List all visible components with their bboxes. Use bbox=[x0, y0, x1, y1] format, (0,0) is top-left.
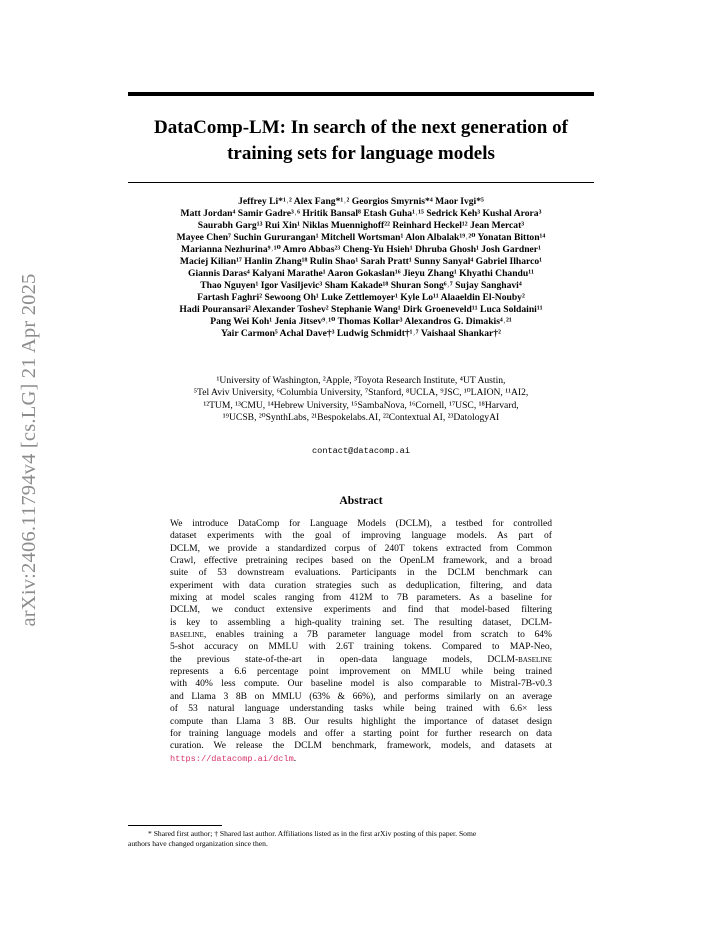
affiliation-line: ¹University of Washington, ²Apple, ³Toyota Research Institute, ⁴UT Austin, bbox=[216, 375, 506, 386]
author-line: Hadi Pouransari² Alexander Toshev² Stephanie Wang¹ Dirk Groeneveld¹¹ Luca Soldaini¹¹ bbox=[179, 304, 543, 315]
abstract-line: of 53 natural language understanding tasks while being trained with 6.6× less bbox=[170, 703, 552, 715]
abstract-line bbox=[170, 753, 552, 765]
abstract-line: experiment with data curation strategies such as deduplication, filtering, and data bbox=[170, 579, 552, 591]
abstract-line bbox=[170, 629, 552, 641]
dclm-baseline-smallcaps: baseline bbox=[170, 629, 204, 641]
author-line: Pang Wei Koh¹ Jenia Jitsev⁹˒¹⁰ Thomas Kollar³ Alexandros G. Dimakis⁴˒²¹ bbox=[210, 316, 512, 327]
affiliation-line: ¹⁹UCSB, ²⁰SynthLabs, ²¹Bespokelabs.AI, ²²Contextual AI, ²³DatologyAI bbox=[222, 412, 500, 424]
abstract-line: compute than Llama 3 8B. Our results highlight the importance of dataset design bbox=[170, 715, 552, 727]
affiliation-line: ¹²TUM, ¹³CMU, ¹⁴Hebrew University, ¹⁵SambaNova, ¹⁶Cornell, ¹⁷USC, ¹⁸Harvard, bbox=[203, 399, 519, 411]
abstract-line: dataset experiments with the goal of improving language models. As part of bbox=[170, 530, 552, 542]
abstract-text: . bbox=[293, 752, 297, 764]
abstract-line: Crawl, effective pretraining recipes based on the OpenLM framework, and a broad bbox=[170, 555, 552, 567]
title-line: training sets for language models bbox=[227, 143, 495, 164]
footnote-line: authors have changed organization since then. bbox=[128, 838, 268, 848]
contact-email[interactable]: contact@datacomp.ai bbox=[312, 446, 410, 456]
title-line: DataComp-LM: In search of the next generation of bbox=[154, 117, 568, 138]
abstract-line: curation. We release the DCLM benchmark, framework, models, and datasets at bbox=[170, 740, 552, 752]
author-line: Yair Carmon⁵ Achal Dave†³ Ludwig Schmidt†¹˒⁷ Vaishaal Shankar†² bbox=[221, 328, 501, 339]
abstract-heading: Abstract bbox=[339, 494, 383, 507]
abstract-line bbox=[170, 654, 552, 666]
affiliation-line: ⁵Tel Aviv University, ⁶Columbia University, ⁷Stanford, ⁸UCLA, ⁹JSC, ¹⁰LAION, ¹¹AI2, bbox=[193, 387, 529, 399]
arxiv-identifier: arXiv:2406.11794v4 [cs.LG] 21 Apr 2025 bbox=[18, 273, 40, 627]
abstract-line: and Llama 3 8B on MMLU (63% & 66%), and performs similarly on an average bbox=[170, 690, 552, 702]
footnote-rule bbox=[128, 825, 222, 826]
abstract-line: DCLM, we conduct extensive experiments and find that model-based filtering bbox=[170, 604, 552, 616]
abstract-line: represents a 6.6 percentage point improvement on MMLU while being trained bbox=[170, 666, 552, 678]
abstract-line: is key to assembling a high-quality training set. The resulting dataset, DCLM- bbox=[170, 616, 552, 628]
abstract-text: , enables training a 7B parameter language model from scratch to 64% bbox=[203, 629, 552, 641]
dclm-link[interactable]: https://datacomp.ai/dclm bbox=[170, 753, 294, 764]
abstract-body bbox=[170, 518, 552, 765]
affiliation-list bbox=[128, 375, 594, 425]
title-top-rule bbox=[128, 92, 594, 96]
abstract-line: DCLM, we provide a standardized corpus of 240T tokens extracted from Common bbox=[170, 542, 552, 554]
dclm-baseline-smallcaps: baseline bbox=[518, 653, 552, 665]
footnote-line: * Shared first author; † Shared last author. Affiliations listed as in the first arXiv posting of this paper. Some bbox=[148, 829, 477, 838]
title-bottom-rule bbox=[128, 182, 594, 183]
author-line: Fartash Faghri² Sewoong Oh¹ Luke Zettlemoyer¹ Kyle Lo¹¹ Alaaeldin El-Nouby² bbox=[197, 292, 525, 303]
footnote bbox=[128, 829, 594, 848]
abstract-line: with 40% less compute. Our baseline model is also comparable to Mistral-7B-v0.3 bbox=[170, 678, 552, 690]
author-line: Maciej Kilian¹⁷ Hanlin Zhang¹⁸ Rulin Shao¹ Sarah Pratt¹ Sunny Sanyal⁴ Gabriel Ilharco¹ bbox=[179, 256, 543, 267]
author-line: Saurabh Garg¹³ Rui Xin¹ Niklas Muennighoff²² Reinhard Heckel¹² Jean Mercat³ bbox=[197, 220, 525, 231]
abstract-text: the previous state-of-the-art in open-data language models, DCLM- bbox=[170, 653, 519, 665]
abstract-line: mixing at model scales ranging from 412M to 7B parameters. As a baseline for bbox=[170, 592, 552, 604]
abstract-line: 5-shot accuracy on MMLU with 2.6T training tokens. Compared to MAP-Neo, bbox=[170, 641, 552, 653]
author-line: Giannis Daras⁴ Kalyani Marathe¹ Aaron Gokaslan¹⁶ Jieyu Zhang¹ Khyathi Chandu¹¹ bbox=[188, 268, 534, 279]
author-line: Thao Nguyen¹ Igor Vasiljevic³ Sham Kakade¹⁸ Shuran Song⁶˒⁷ Sujay Sanghavi⁴ bbox=[200, 280, 522, 291]
abstract-line: suite of 53 downstream evaluations. Participants in the DCLM benchmark can bbox=[170, 567, 552, 579]
abstract-line: We introduce DataComp for Language Models (DCLM), a testbed for controlled bbox=[170, 518, 552, 529]
author-line: Matt Jordan⁴ Samir Gadre³˒⁶ Hritik Bansal⁸ Etash Guha¹˒¹⁵ Sedrick Keh³ Kushal Arora³ bbox=[180, 208, 542, 219]
author-line: Jeffrey Li*¹˒² Alex Fang*¹˒² Georgios Smyrnis*⁴ Maor Ivgi*⁵ bbox=[238, 196, 484, 207]
author-line: Mayee Chen⁷ Suchin Gururangan¹ Mitchell Wortsman¹ Alon Albalak¹⁹˒²⁰ Yonatan Bitton¹⁴ bbox=[176, 232, 546, 243]
author-list bbox=[128, 196, 594, 340]
paper-title bbox=[128, 115, 594, 167]
abstract-line: for training language models and offer a starting point for further research on data bbox=[170, 727, 552, 739]
author-line: Marianna Nezhurina⁹˒¹⁰ Amro Abbas²³ Cheng-Yu Hsieh¹ Dhruba Ghosh¹ Josh Gardner¹ bbox=[181, 244, 541, 255]
